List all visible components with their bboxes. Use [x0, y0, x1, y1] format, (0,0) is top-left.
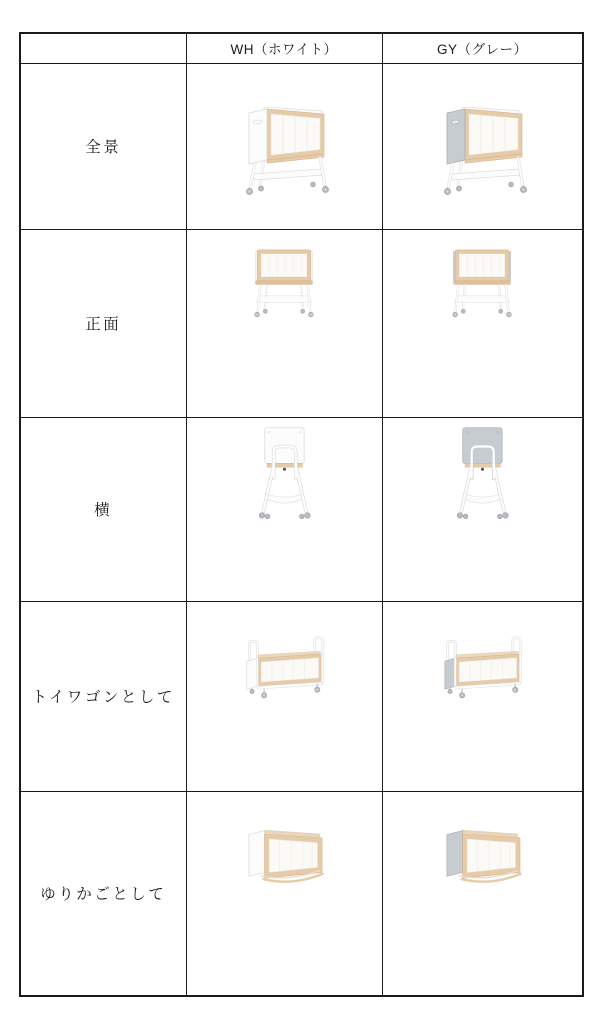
table-header-row — [20, 33, 583, 63]
row-overall — [20, 63, 583, 229]
product-photo-overall-white — [234, 94, 334, 198]
header-col-wh — [186, 33, 382, 63]
product-photo-front-white — [249, 245, 319, 318]
header-col-wh-label: WH（ホワイト） — [230, 42, 338, 58]
cell-toy-wagon-wh — [186, 601, 382, 791]
cell-front-wh — [186, 229, 382, 417]
row-label-front — [20, 229, 186, 417]
row-toy-wagon — [20, 601, 583, 791]
cell-overall-wh — [186, 63, 382, 229]
header-col-gy-label: GY（グレー） — [436, 42, 528, 58]
cell-overall-gy — [382, 63, 583, 229]
product-photo-cradle-white — [237, 824, 332, 889]
row-label-front-text: 正面 — [85, 316, 122, 333]
product-photo-cradle-gray — [435, 824, 530, 889]
product-photo-side-gray — [452, 424, 512, 520]
row-label-toy-wagon-text: トイワゴンとして — [31, 689, 175, 706]
row-cradle — [20, 791, 583, 996]
product-photo-overall-gray — [432, 94, 532, 198]
cell-cradle-wh — [186, 791, 382, 996]
product-photo-side-white — [254, 424, 314, 520]
row-label-cradle-text: ゆりかごとして — [40, 886, 167, 904]
cell-side-wh — [186, 417, 382, 601]
cell-cradle-gy — [382, 791, 583, 996]
row-label-side — [20, 417, 186, 601]
color-variant-table — [19, 32, 584, 997]
cell-front-gy — [382, 229, 583, 417]
product-photo-toy-wagon-gray — [431, 634, 533, 700]
row-label-overall — [20, 63, 186, 229]
row-label-cradle — [20, 791, 186, 996]
row-label-side-text: 横 — [94, 502, 113, 519]
row-side — [20, 417, 583, 601]
cell-toy-wagon-gy — [382, 601, 583, 791]
product-photo-toy-wagon-white — [233, 634, 335, 700]
product-photo-front-gray — [447, 245, 517, 318]
header-corner-cell — [20, 33, 186, 63]
header-col-gy — [382, 33, 583, 63]
row-label-toy-wagon — [20, 601, 186, 791]
row-label-overall-text: 全景 — [85, 139, 122, 156]
row-front — [20, 229, 583, 417]
cell-side-gy — [382, 417, 583, 601]
